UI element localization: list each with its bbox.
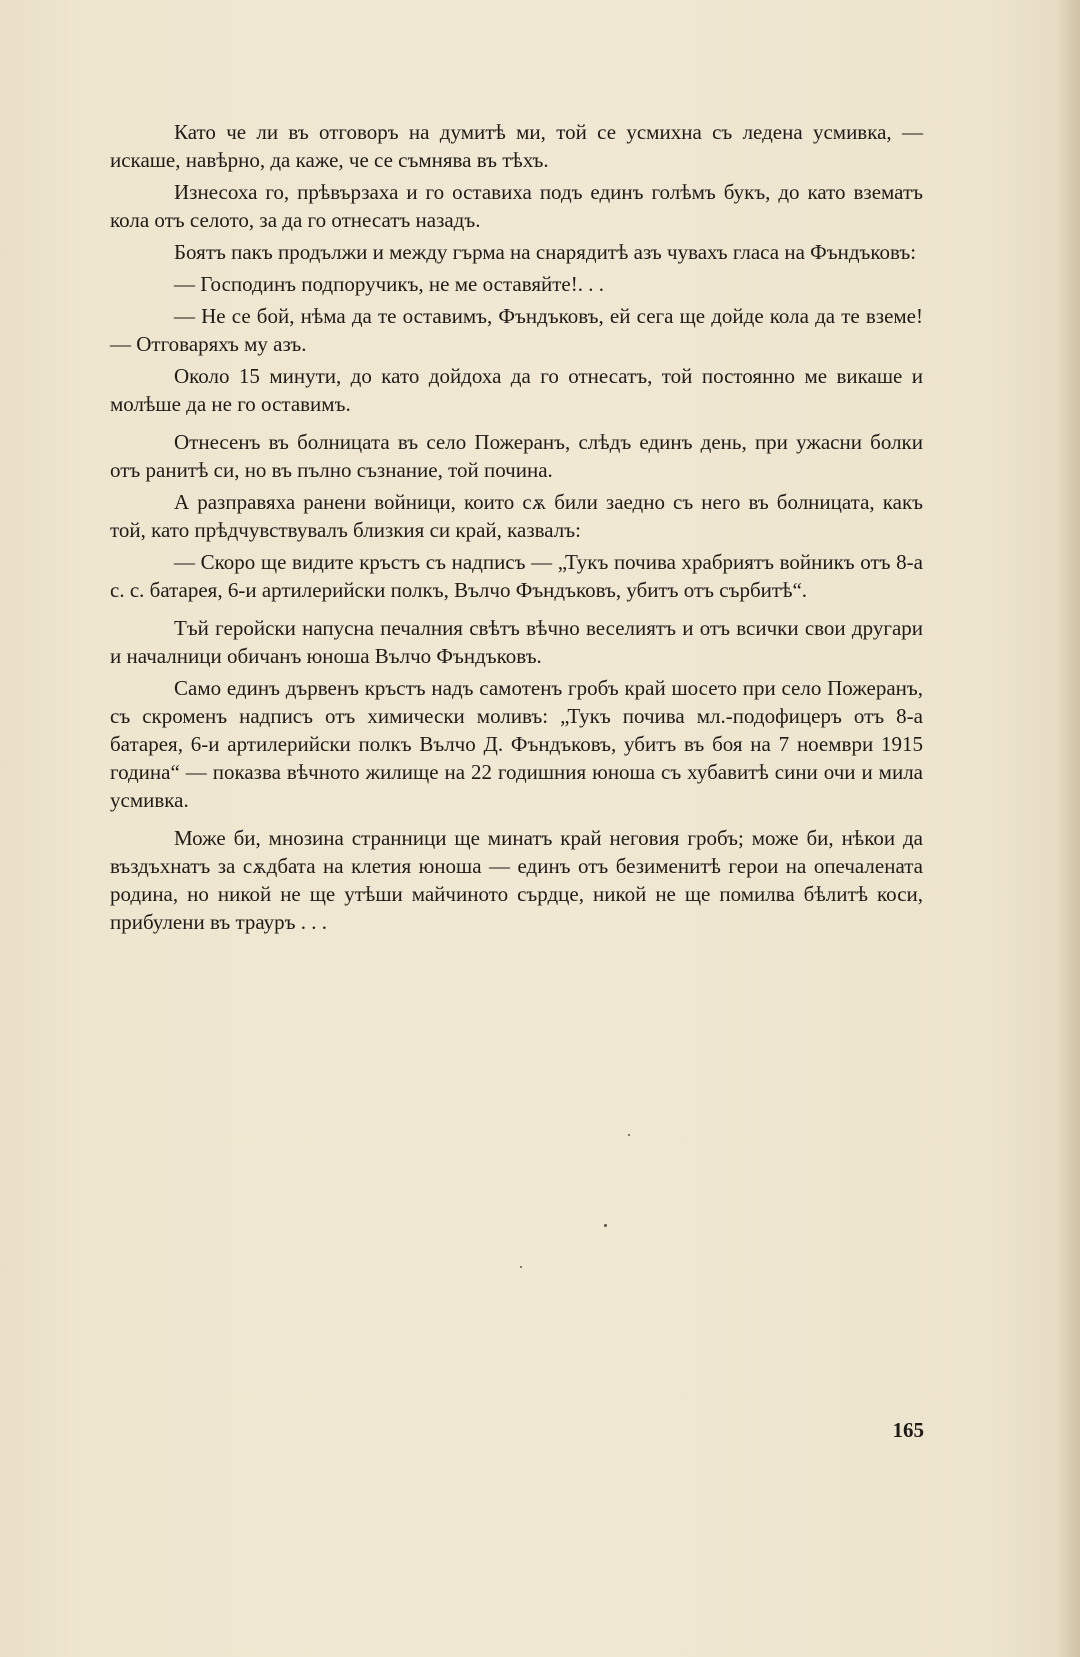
paragraph-7: Отнесенъ въ болницата въ село Пожеранъ, слѣдъ единъ день, при ужасни болки отъ ранитѣ си, но въ пълно съзнание, той почина.	[110, 430, 923, 482]
page-edge-shadow	[1058, 0, 1080, 1657]
paragraph-8: А разправяха ранени войници, които сѫ били заедно съ него въ болницата, какъ той, като прѣдчувствувалъ близкия си край, казвалъ:	[110, 490, 923, 542]
paragraph-11: Само единъ дървенъ кръстъ надъ самотенъ гробъ край шосето при село Пожеранъ, съ скроменъ надписъ отъ химически моливъ: „Тукъ почива мл.-подофицеръ отъ 8-а батарея, 6-и артилерийски полкъ Вълчо Д. Фъндъковъ, убитъ въ боя на 7 ноември 1915 година“ — показва вѣчното жилище на 22 годишния юноша съ хубавитѣ сини очи и мила усмивка.	[110, 676, 923, 812]
page-number: 165	[892, 1418, 924, 1442]
paragraph-5: — Не се бой, нѣма да те оставимъ, Фъндъковъ, ей сега ще дойде кола да те вземе! — Отговаряхъ му азъ.	[110, 304, 923, 356]
paragraph-1: Като че ли въ отговоръ на думитѣ ми, той се усмихна съ ледена усмивка, — искаше, навѣрно, да каже, че се съмнява въ тѣхъ.	[110, 120, 923, 172]
paragraph-10: Тъй геройски напусна печалния свѣтъ вѣчно веселиятъ и отъ всички свои другари и началници обичанъ юноша Вълчо Фъндъковъ.	[110, 616, 923, 668]
paragraph-12: Може би, мнозина странници ще минатъ край неговия гробъ; може би, нѣкои да въздъхнатъ за сѫдбата на клетия юноша — единъ отъ безименитѣ герои на опечалената родина, но никой не ще утѣши майчиното сърдце, никой не ще помилва бѣлитѣ коси, прибулени въ трауръ . . .	[110, 826, 923, 934]
paragraph-3: Боятъ пакъ продължи и между гърма на снарядитѣ азъ чувахъ гласа на Фъндъковъ:	[174, 240, 917, 264]
paragraph-6: Около 15 минути, до като дойдоха да го отнесатъ, той постоянно ме викаше и молѣше да не го оставимъ.	[110, 364, 923, 416]
paper-speck	[520, 1266, 522, 1268]
paragraph-4: — Господинъ подпоручикъ, не ме оставяйте!. . .	[174, 272, 604, 296]
paper-speck	[604, 1224, 607, 1227]
body-text	[110, 118, 923, 940]
paragraph-9: — Скоро ще видите кръстъ съ надписъ — „Тукъ почива храбриятъ войникъ отъ 8-а с. с. батарея, 6-и артилерийски полкъ, Вълчо Фъндъковъ, убитъ отъ сърбитѣ“.	[110, 550, 923, 602]
paper-speck	[628, 1134, 630, 1136]
paragraph-2: Изнесоха го, прѣвързаха и го оставиха подъ единъ голѣмъ букъ, до като взематъ кола отъ селото, за да го отнесатъ назадъ.	[110, 180, 923, 232]
